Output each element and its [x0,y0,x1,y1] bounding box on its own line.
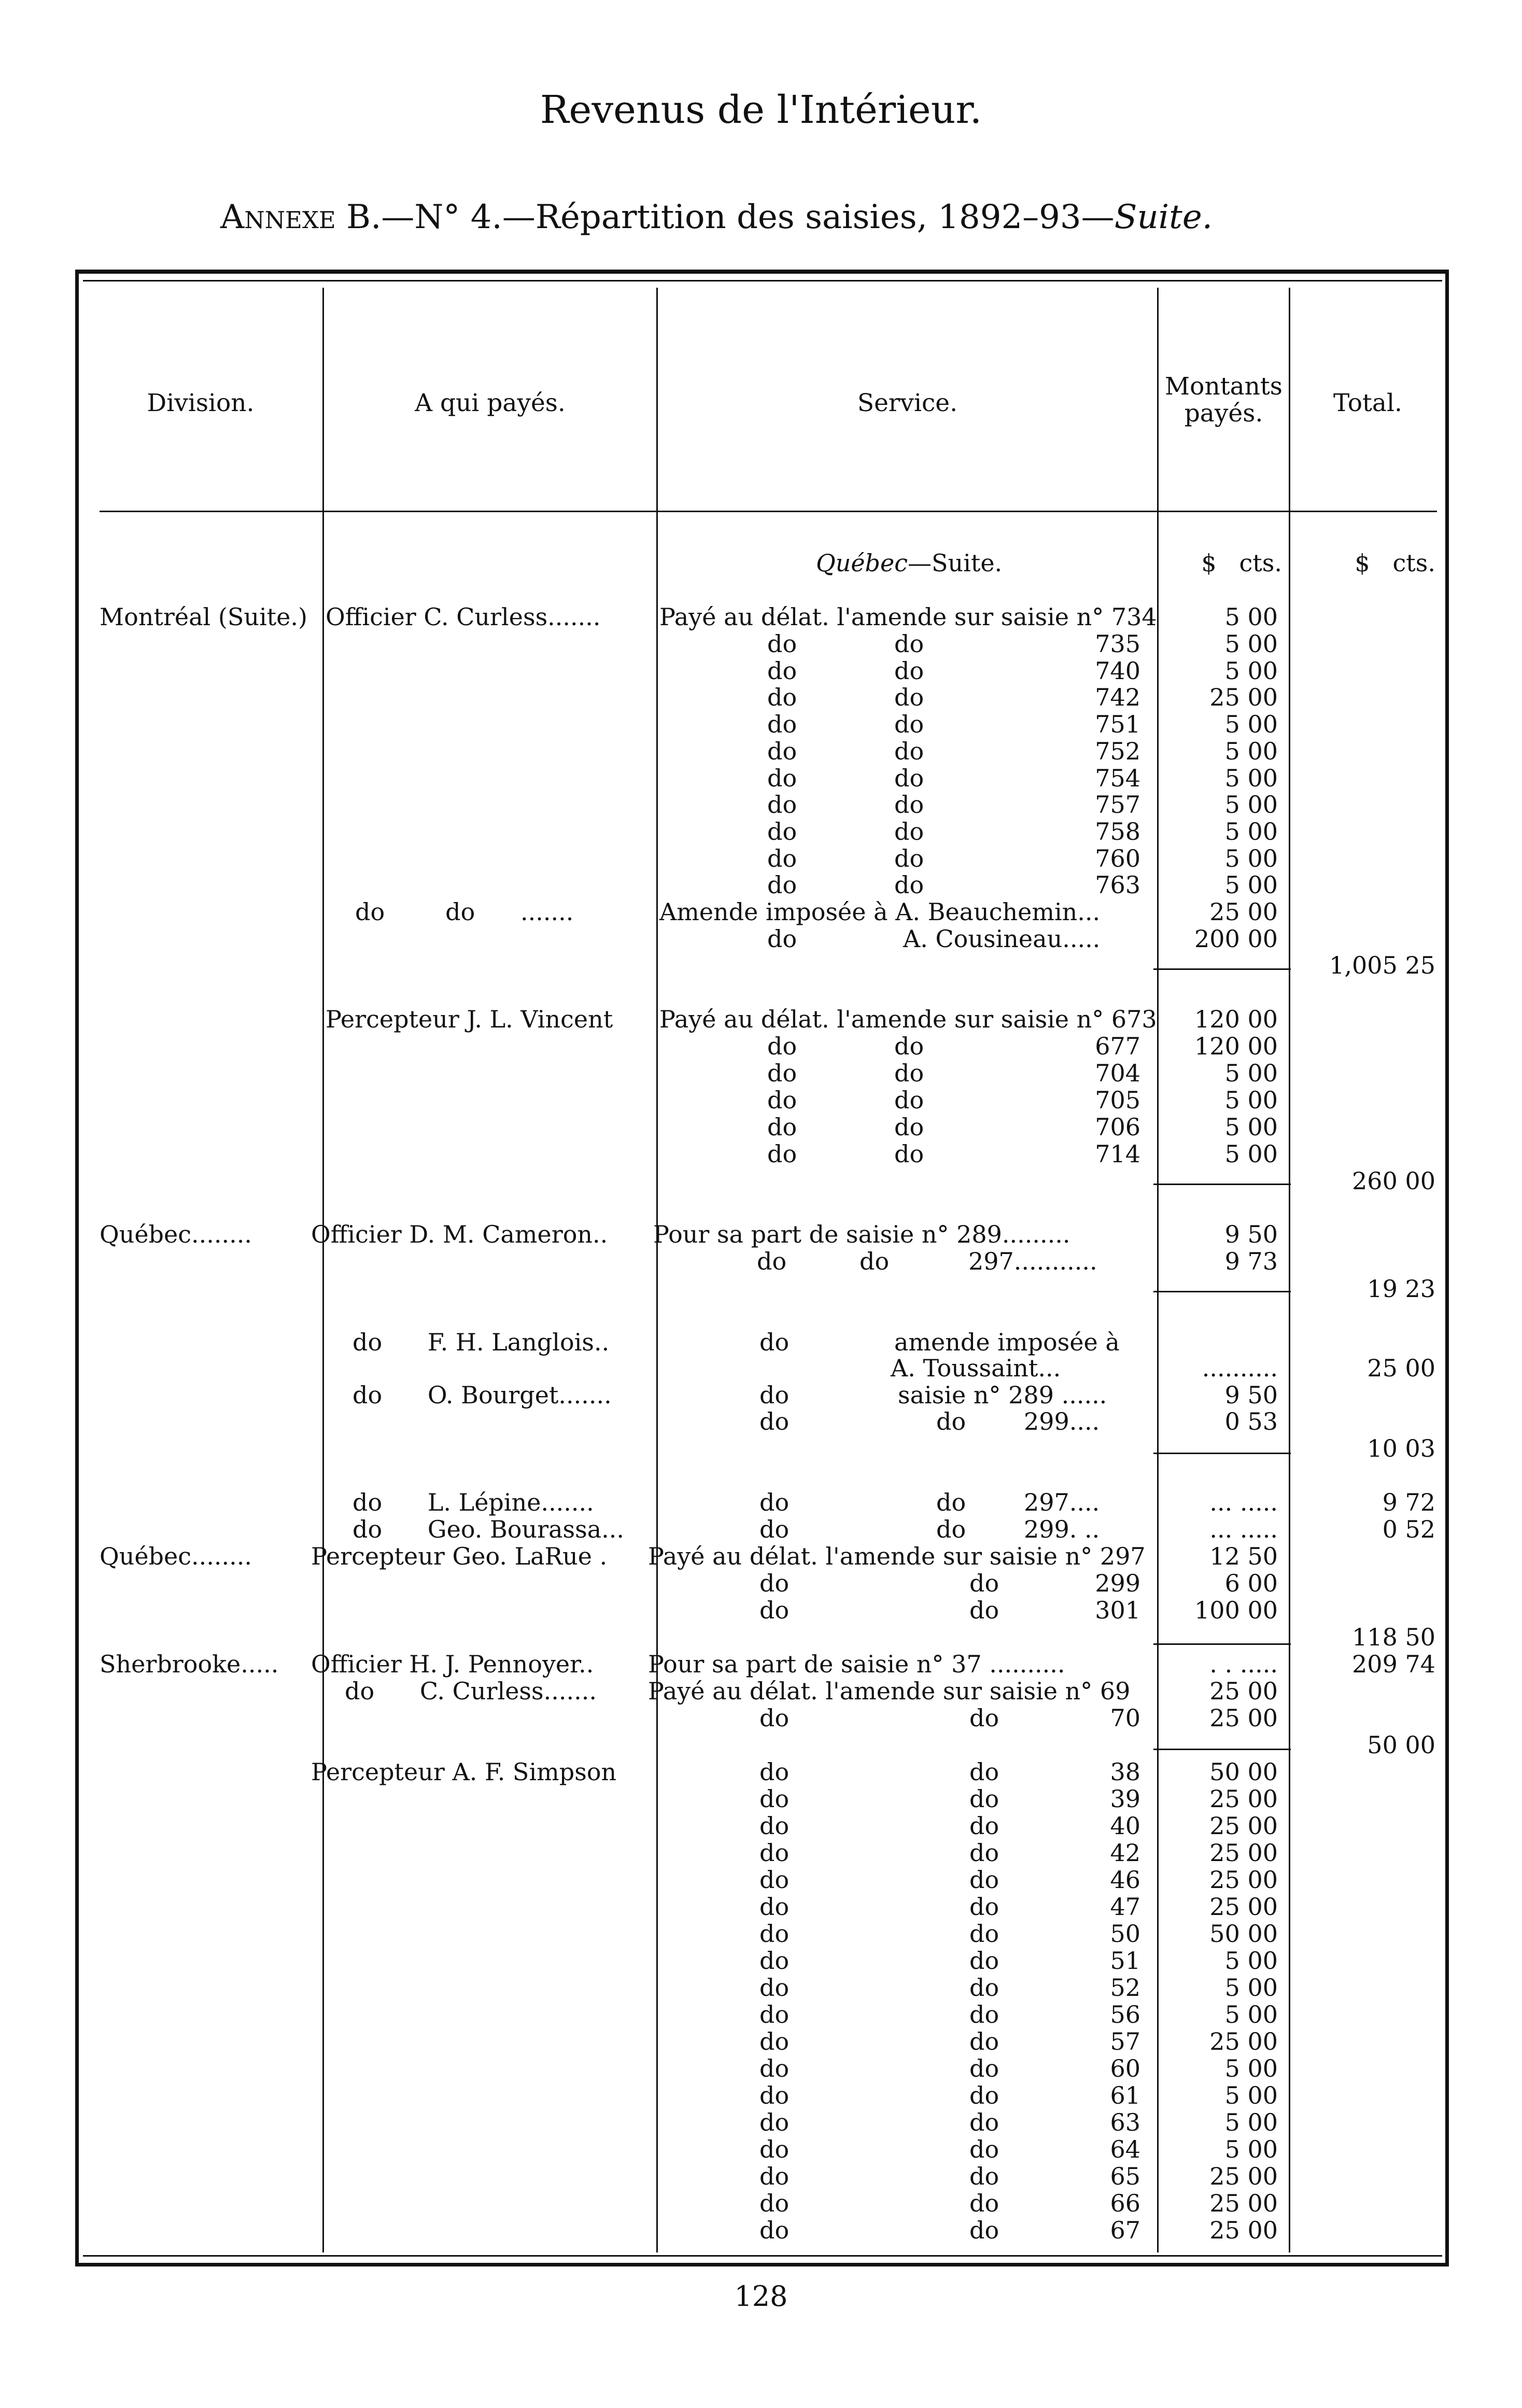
amount: 25 00 [1209,1866,1278,1894]
amount: 120 00 [1194,1032,1278,1060]
ditto: do [969,1947,999,1975]
seizure-number: 64 [1110,2135,1140,2163]
subtotal-rule [1153,1184,1291,1185]
subtotal-rule [1153,1453,1291,1454]
total: 0 52 [1382,1515,1435,1543]
ditto: do [969,1785,999,1813]
ditto: do [936,1407,966,1435]
payee-curless: Officier C. Curless....... [326,603,601,631]
amount: 5 00 [1224,844,1278,872]
amount: 25 00 [1209,898,1278,926]
left-border [75,270,79,2266]
ditto: do [759,1407,790,1435]
service-text: 299. .. [1024,1515,1100,1543]
ditto: do [759,1704,790,1732]
ditto: do [969,2027,999,2055]
amount: 9 50 [1224,1381,1278,1409]
ditto: do [759,1947,790,1975]
ditto: do [759,1839,790,1867]
header-total: Total. [1333,389,1402,417]
header-service: Service. [857,389,958,417]
ditto: do [759,1488,790,1516]
ditto: do [969,1893,999,1921]
ditto: do [894,683,924,712]
payee-pennoyer: Officier H. J. Pennoyer.. [311,1650,594,1678]
amount: 50 00 [1209,1920,1278,1948]
amount: 120 00 [1194,1005,1278,1033]
seizure-number: 40 [1110,1812,1140,1840]
ditto: do [767,710,797,739]
ditto: do [759,1866,790,1894]
seizure-number: 39 [1110,1785,1140,1813]
amount: 200 00 [1194,925,1278,953]
seizure-number: 705 [1095,1086,1140,1114]
bottom-rule [75,2263,1449,2266]
service-text: Pour sa part de saisie n° 37 .......... [648,1650,1065,1678]
payee-ditto: do do ....... [355,898,574,926]
ditto: do [767,1032,797,1060]
amount: . . ..... [1209,1650,1278,1678]
ditto: do [969,2001,999,2029]
ditto: do [969,1704,999,1732]
ditto: do [894,1032,924,1060]
amount: 50 00 [1209,1758,1278,1786]
seizure-number: 46 [1110,1866,1140,1894]
subtitle-main: B.—N° 4.—Répartition des saisies, 1892–93— [346,198,1115,236]
ditto: do [759,1758,790,1786]
seizure-number: 299 [1095,1569,1140,1597]
section-label-suffix: —Suite. [908,549,1003,577]
service-text: Payé au délat. l'amende sur saisie n° 734 [659,603,1157,631]
seizure-number: 760 [1095,844,1140,872]
amount: 25 00 [1209,2162,1278,2190]
ditto: do [969,2054,999,2082]
header-division: Division. [147,389,255,417]
amount: 5 00 [1224,817,1278,846]
ditto: do [969,1839,999,1867]
payee-bourget: do O. Bourget....... [353,1381,612,1409]
total: 209 74 [1352,1650,1435,1678]
ditto: do [757,1247,787,1275]
division-montreal: Montréal (Suite.) [100,603,307,631]
ditto: do [894,630,924,658]
amount: 5 00 [1224,2135,1278,2163]
amount: 5 00 [1224,2001,1278,2029]
ditto: do [759,1974,790,2002]
ditto: do [759,2054,790,2082]
col-divider-2 [656,288,658,2252]
seizure-number: 758 [1095,817,1140,846]
seizure-number: 61 [1110,2081,1140,2109]
service-text: A. Cousineau..... [903,925,1101,953]
seizure-number: 63 [1110,2108,1140,2136]
seizure-number: 60 [1110,2054,1140,2082]
service-text: 299.... [1024,1407,1100,1435]
service-text: Pour sa part de saisie n° 289......... [653,1220,1070,1248]
ditto: do [969,1758,999,1786]
seizure-number: 677 [1095,1032,1140,1060]
ditto: do [969,1866,999,1894]
seizure-number: 301 [1095,1596,1140,1624]
ditto: do [759,1812,790,1840]
page-number: 128 [734,2280,788,2313]
service-text: A. Toussaint... [891,1354,1061,1382]
ditto: do [894,1140,924,1168]
service-text: 297.... [1024,1488,1100,1516]
amount: 5 00 [1224,1086,1278,1114]
amount: 5 00 [1224,1947,1278,1975]
amount: 25 00 [1209,1839,1278,1867]
total: 260 00 [1352,1167,1435,1195]
amount: 9 73 [1224,1247,1278,1275]
total: 25 00 [1367,1354,1435,1382]
payee-vincent: Percepteur J. L. Vincent [326,1005,613,1033]
seizure-number: 50 [1110,1920,1140,1948]
amount: 5 00 [1224,1059,1278,1087]
ditto: do [894,844,924,872]
col-divider-1 [322,288,324,2252]
seizure-number: 67 [1110,2216,1140,2244]
ditto: do [767,1113,797,1141]
amount: 25 00 [1209,1785,1278,1813]
payee-curless-2: do C. Curless....... [345,1677,597,1705]
table-subtitle [220,199,1213,235]
amount: .......... [1202,1354,1278,1382]
subtotal-rule [1153,1643,1291,1645]
ditto: do [894,1113,924,1141]
ditto: do [894,737,924,765]
seizure-number: 47 [1110,1893,1140,1921]
ditto: do [767,1086,797,1114]
payee-cameron: Officier D. M. Cameron.. [311,1220,608,1248]
ditto: do [969,1974,999,2002]
page-title: Revenus de l'Intérieur. [540,88,982,132]
ditto: do [894,764,924,792]
amount: 5 00 [1224,2054,1278,2082]
ditto: do [969,2135,999,2163]
service-text: Payé au délat. l'amende sur saisie n° 69 [648,1677,1131,1705]
amount: 5 00 [1224,2081,1278,2109]
ditto: do [969,1596,999,1624]
seizure-number: 38 [1110,1758,1140,1786]
amount: 5 00 [1224,630,1278,658]
amount: 5 00 [1224,1113,1278,1141]
ditto: do [759,2162,790,2190]
ditto: do [759,2001,790,2029]
amount: 5 00 [1224,710,1278,739]
amount: 25 00 [1209,2216,1278,2244]
ditto: do [767,683,797,712]
service-text: Amende imposée à A. Beauchemin... [659,898,1101,926]
col-divider-4 [1289,288,1290,2252]
amount: ... ..... [1209,1515,1278,1543]
ditto: do [894,656,924,685]
ditto: do [894,710,924,739]
bottom-rule-thin [83,2255,1442,2257]
ditto: do [759,1569,790,1597]
total: 9 72 [1382,1488,1435,1516]
seizure-number: 704 [1095,1059,1140,1087]
ditto: do [969,1920,999,1948]
ditto: do [759,1920,790,1948]
ditto: do [894,1086,924,1114]
ditto: do [969,2162,999,2190]
seizure-number: 757 [1095,791,1140,819]
ditto: do [767,737,797,765]
service-text: amende imposée à [894,1328,1120,1356]
amount: 5 00 [1224,791,1278,819]
amount: 25 00 [1209,683,1278,712]
units-montants: $ cts. [1201,549,1282,577]
right-border [1445,270,1449,2266]
amount: 25 00 [1209,1893,1278,1921]
ditto: do [969,1569,999,1597]
ditto: do [759,1893,790,1921]
ditto: do [767,925,797,953]
total: 118 50 [1352,1623,1435,1651]
ditto: do [969,1812,999,1840]
seizure-number: 742 [1095,683,1140,712]
seizure-number: 763 [1095,871,1140,899]
payee-langlois: do F. H. Langlois.. [353,1328,610,1356]
ditto: do [759,2027,790,2055]
seizure-number: 42 [1110,1839,1140,1867]
ditto: do [969,2081,999,2109]
amount: 25 00 [1209,2027,1278,2055]
total: 50 00 [1367,1731,1435,1759]
header-montants-1: Montants [1165,372,1283,401]
ditto: do [759,2135,790,2163]
ditto: do [759,2081,790,2109]
seizure-number: 65 [1110,2162,1140,2190]
amount: 5 00 [1224,764,1278,792]
service-text: 70 [1110,1704,1140,1732]
ditto: do [767,656,797,685]
section-label [816,550,1002,576]
ditto: do [767,764,797,792]
ditto: do [767,817,797,846]
amount: 6 00 [1224,1569,1278,1597]
ditto: do [936,1515,966,1543]
amount: 25 00 [1209,2189,1278,2217]
ditto: do [969,2189,999,2217]
seizure-number: 751 [1095,710,1140,739]
subtotal-rule [1153,1291,1291,1292]
division-quebec: Québec........ [100,1220,252,1248]
amount: ... ..... [1209,1488,1278,1516]
seizure-number: 57 [1110,2027,1140,2055]
seizure-number: 752 [1095,737,1140,765]
seizure-number: 735 [1095,630,1140,658]
ditto: do [894,817,924,846]
subtitle-annexe: Annexe [220,198,336,236]
amount: 12 50 [1209,1542,1278,1570]
amount: 5 00 [1224,2108,1278,2136]
ditto: do [859,1247,890,1275]
amount: 5 00 [1224,1140,1278,1168]
ditto: do [759,2189,790,2217]
payee-simpson: Percepteur A. F. Simpson [311,1758,617,1786]
seizure-number: 66 [1110,2189,1140,2217]
amount: 25 00 [1209,1677,1278,1705]
service-text: 297........... [968,1247,1097,1275]
top-rule [75,270,1449,274]
seizure-number: 754 [1095,764,1140,792]
division-sherbrooke: Sherbrooke..... [100,1650,279,1678]
service-text: saisie n° 289 ...... [898,1381,1107,1409]
amount: 0 53 [1224,1407,1278,1435]
ditto: do [767,791,797,819]
amount: 9 50 [1224,1220,1278,1248]
ditto: do [894,791,924,819]
ditto: do [894,1059,924,1087]
payee-bourassa: do Geo. Bourassa... [353,1515,625,1543]
subtitle-suite: Suite. [1114,198,1213,236]
ditto: do [894,871,924,899]
total: 10 03 [1367,1434,1435,1462]
ditto: do [969,2216,999,2244]
ditto: do [759,1381,790,1409]
seizure-number: 51 [1110,1947,1140,1975]
amount: 5 00 [1224,1974,1278,2002]
seizure-number: 56 [1110,2001,1140,2029]
ditto: do [759,2216,790,2244]
top-rule-thin [83,280,1442,281]
total: 1,005 25 [1329,951,1435,979]
subtotal-rule [1153,1749,1291,1750]
amount: 5 00 [1224,871,1278,899]
ditto: do [936,1488,966,1516]
header-a-qui-payes: A qui payés. [415,389,566,417]
ditto: do [759,2108,790,2136]
payee-larue: Percepteur Geo. LaRue . [311,1542,608,1570]
ditto: do [759,1515,790,1543]
header-rule [100,511,1437,512]
amount: 25 00 [1209,1812,1278,1840]
ditto: do [767,1059,797,1087]
ditto: do [759,1596,790,1624]
amount: 5 00 [1224,603,1278,631]
amount: 5 00 [1224,737,1278,765]
section-label-place: Québec [816,549,908,577]
ditto: do [767,844,797,872]
seizure-number: 52 [1110,1974,1140,2002]
ditto: do [767,1140,797,1168]
ditto: do [969,2108,999,2136]
header-montants-2: payés. [1184,399,1263,428]
amount: 5 00 [1224,656,1278,685]
division-quebec-2: Québec........ [100,1542,252,1570]
total: 19 23 [1367,1275,1435,1303]
amount: 100 00 [1194,1596,1278,1624]
subtotal-rule [1153,968,1291,970]
seizure-number: 714 [1095,1140,1140,1168]
ditto: do [759,1785,790,1813]
service-text: Payé au délat. l'amende sur saisie n° 297 [648,1542,1146,1570]
amount: 25 00 [1209,1704,1278,1732]
units-total: $ cts. [1355,549,1435,577]
service-text: Payé au délat. l'amende sur saisie n° 673 [659,1005,1157,1033]
payee-lepine: do L. Lépine....... [353,1488,594,1516]
seizure-number: 740 [1095,656,1140,685]
ditto: do [767,630,797,658]
ditto: do [759,1328,790,1356]
seizure-number: 706 [1095,1113,1140,1141]
ditto: do [767,871,797,899]
